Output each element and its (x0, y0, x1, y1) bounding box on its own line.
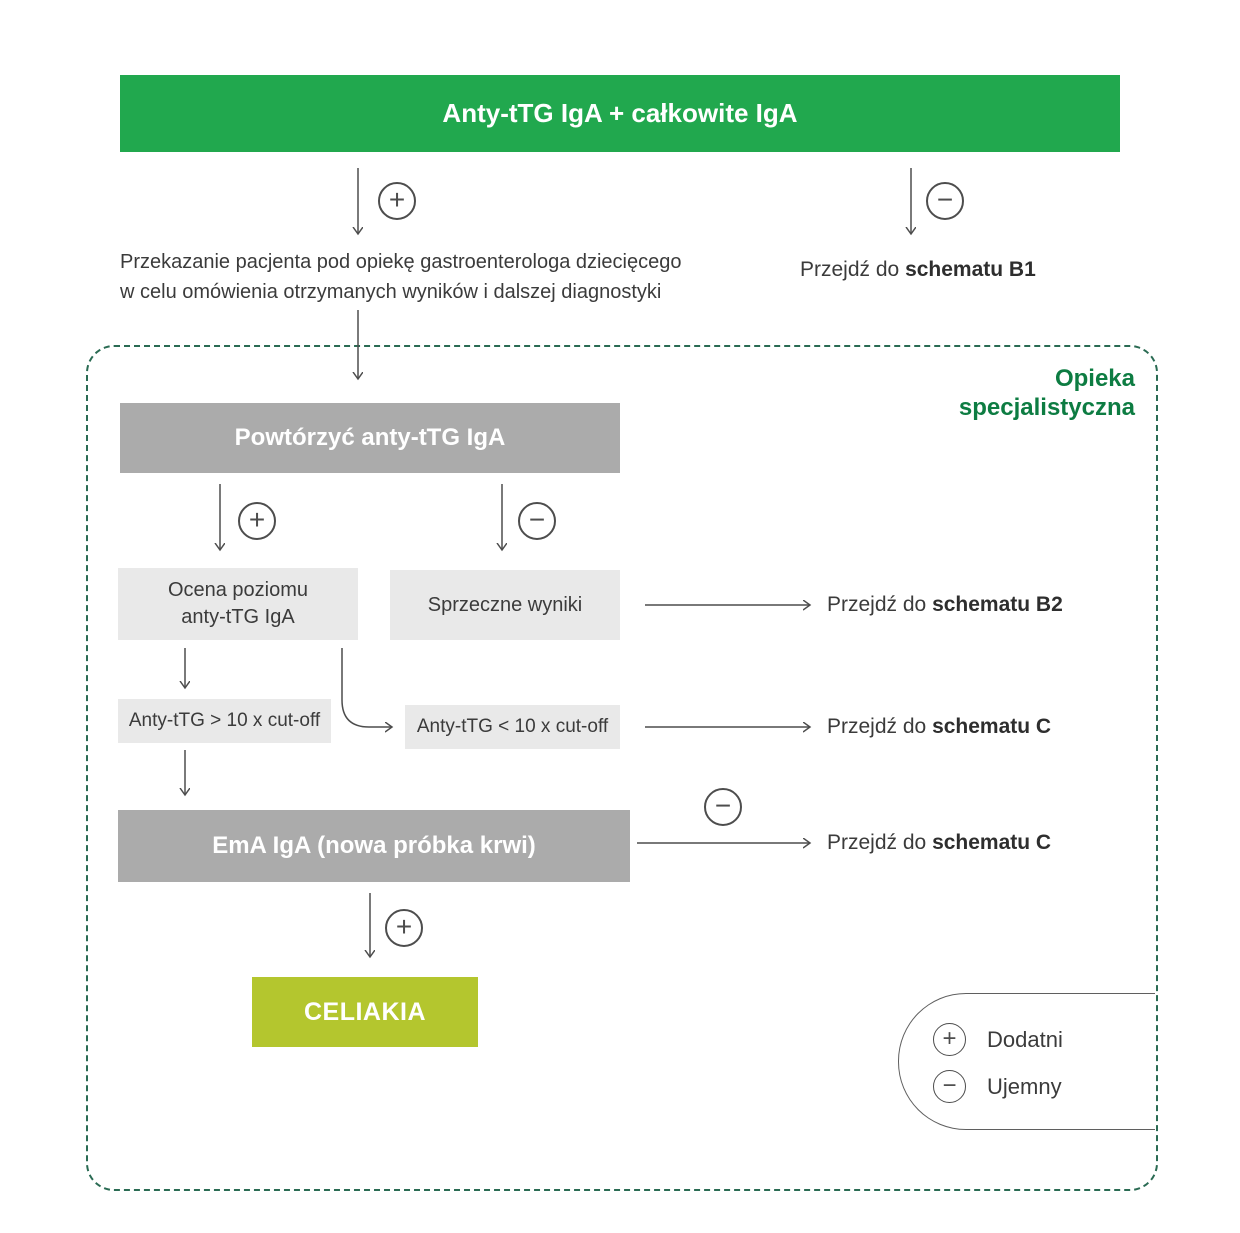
goto-c-low-prefix: Przejdź do (827, 715, 933, 738)
legend-positive-label: Dodatni (987, 1027, 1063, 1052)
ema-box (118, 810, 630, 882)
plus-icon: + (238, 502, 276, 540)
low-cutoff-box (405, 705, 620, 749)
plus-icon: + (385, 909, 423, 947)
low-cutoff-box-label: Anty-tTG < 10 x cut-off (416, 716, 609, 738)
celiakia-box-label: CELIAKIA (303, 997, 427, 1026)
assess-box (118, 568, 358, 640)
plus-icon: + (378, 182, 416, 220)
ema-box-label: EmA IgA (nowa próbka krwi) (212, 832, 536, 859)
goto-b1-prefix: Przejdź do (800, 258, 906, 281)
goto-b1-target: schematu B1 (905, 258, 1036, 281)
minus-icon: − (518, 502, 556, 540)
referral-note-line2: w celu omówienia otrzymanych wyników i dalszej diagnostyki (120, 281, 662, 303)
minus-icon: − (933, 1070, 966, 1103)
goto-b2 (827, 593, 1063, 617)
title-banner-label: Anty-tTG IgA + całkowite IgA (442, 98, 798, 128)
referral-note (120, 247, 682, 307)
goto-c-low (827, 715, 1051, 739)
high-cutoff-box-label: Anty-tTG > 10 x cut-off (128, 710, 321, 732)
goto-b1 (800, 258, 1036, 282)
assess-box-line1: Ocena poziomu (167, 579, 309, 601)
goto-b2-prefix: Przejdź do (827, 593, 933, 616)
repeat-box-label: Powtórzyć anty-tTG IgA (234, 424, 506, 451)
conflict-box-label: Sprzeczne wyniki (427, 593, 583, 616)
specialist-care-label-line1: Opieka (1054, 365, 1135, 392)
goto-c-ema-prefix: Przejdź do (827, 831, 933, 854)
specialist-care-label (959, 364, 1135, 422)
goto-c-ema-target: schematu C (932, 831, 1052, 854)
minus-icon: − (926, 182, 964, 220)
specialist-care-label-line2: specjalistyczna (958, 394, 1135, 421)
assess-box-line2: anty-tTG IgA (181, 606, 295, 628)
legend-negative-label: Ujemny (987, 1074, 1062, 1099)
goto-c-low-target: schematu C (932, 715, 1052, 738)
repeat-box (120, 403, 620, 473)
celiakia-box (252, 977, 478, 1047)
plus-icon: + (933, 1023, 966, 1056)
minus-icon: − (704, 788, 742, 826)
goto-c-ema (827, 831, 1051, 855)
goto-b2-target: schematu B2 (932, 593, 1063, 616)
legend (898, 993, 1155, 1130)
referral-note-line1: Przekazanie pacjenta pod opiekę gastroenterologa dziecięcego (120, 251, 682, 273)
title-banner (120, 75, 1120, 152)
conflict-box (390, 570, 620, 640)
high-cutoff-box (118, 699, 331, 743)
